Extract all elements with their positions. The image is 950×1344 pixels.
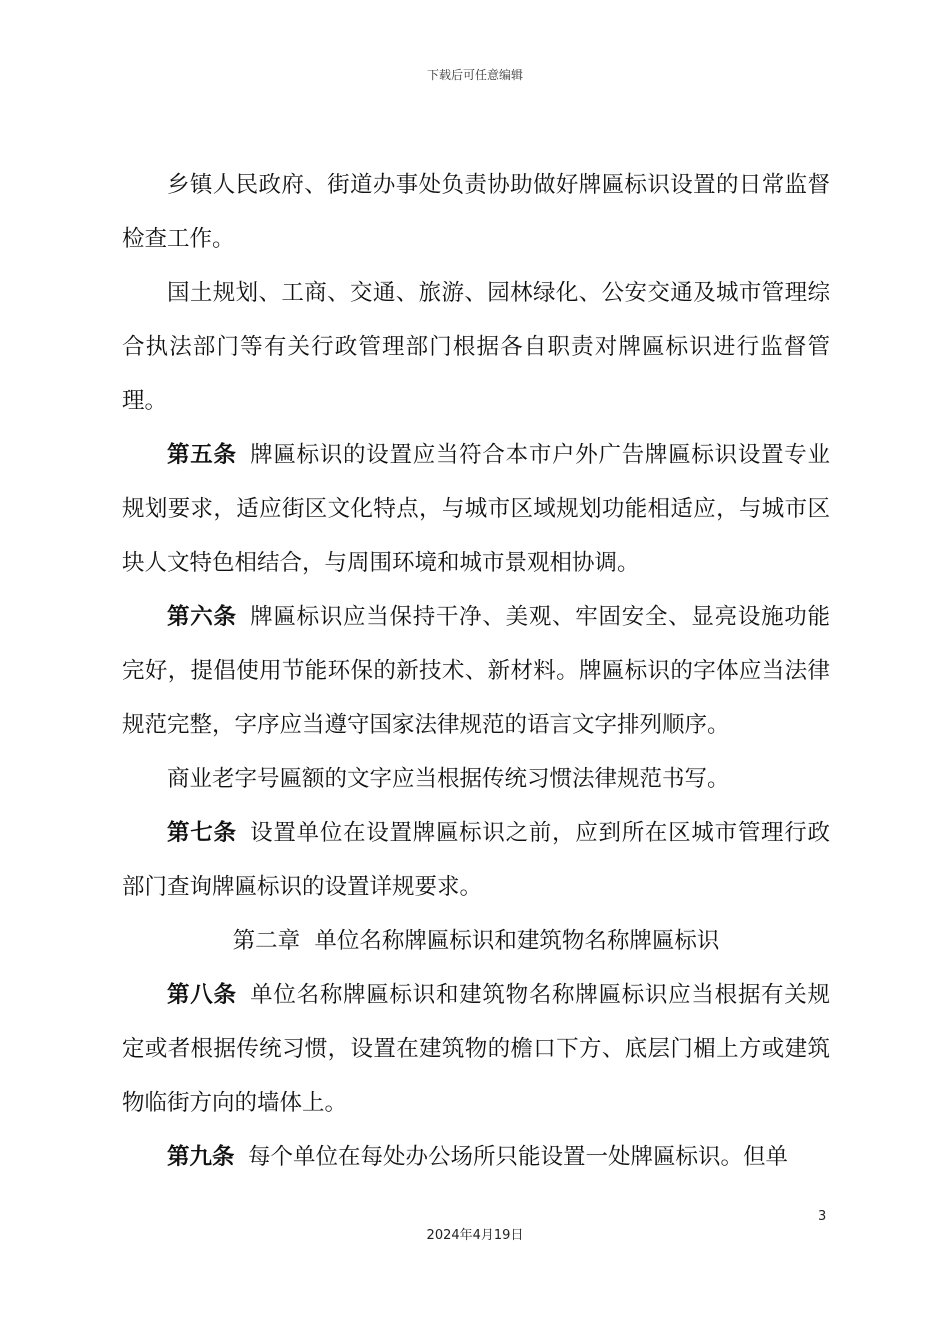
paragraph-text: 商业老字号匾额的文字应当根据传统习惯法律规范书写。	[167, 766, 730, 792]
paragraph-text: 国土规划、工商、交通、旅游、园林绿化、公安交通及城市管理综合执法部门等有关行政管理部门根据各自职责对牌匾标识进行监督管理。	[122, 280, 830, 414]
article-6	[122, 590, 830, 752]
article-8	[122, 968, 830, 1130]
article-9	[122, 1130, 830, 1184]
paragraph-old-brand	[122, 752, 830, 806]
article-number: 第八条	[167, 982, 237, 1008]
article-number: 第六条	[167, 604, 237, 630]
paragraph-text: 牌匾标识的设置应当符合本市户外广告牌匾标识设置专业规划要求，适应街区文化特点，与城市区域规划功能相适应，与城市区块人文特色相结合，与周围环境和城市景观相协调。	[122, 442, 830, 576]
footer-date: 2024年4月19日	[426, 1228, 524, 1243]
paragraph-1	[122, 158, 830, 266]
paragraph-2	[122, 266, 830, 428]
page-number: 3	[818, 1209, 827, 1224]
paragraph-text: 每个单位在每处办公场所只能设置一处牌匾标识。但单	[248, 1144, 789, 1170]
article-number: 第九条	[167, 1144, 235, 1170]
paragraph-text: 乡镇人民政府、街道办事处负责协助做好牌匾标识设置的日常监督检查工作。	[122, 172, 830, 252]
paragraph-text: 单位名称牌匾标识和建筑物名称牌匾标识应当根据有关规定或者根据传统习惯，设置在建筑物的檐口下方、底层门楣上方或建筑物临街方向的墙体上。	[122, 982, 830, 1116]
paragraph-text: 牌匾标识应当保持干净、美观、牢固安全、显亮设施功能完好，提倡使用节能环保的新技术、新材料。牌匾标识的字体应当法律规范完整，字序应当遵守国家法律规范的语言文字排列顺序。	[122, 604, 830, 738]
document-body	[122, 158, 830, 1184]
page-header: 下载后可任意编辑	[426, 68, 523, 82]
article-number: 第五条	[167, 442, 237, 468]
paragraph-text: 设置单位在设置牌匾标识之前，应到所在区城市管理行政部门查询牌匾标识的设置详规要求。	[122, 820, 830, 900]
chapter-heading: 第二章 单位名称牌匾标识和建筑物名称牌匾标识	[232, 928, 720, 954]
article-number: 第七条	[167, 820, 237, 846]
article-5	[122, 428, 830, 590]
article-7	[122, 806, 830, 914]
